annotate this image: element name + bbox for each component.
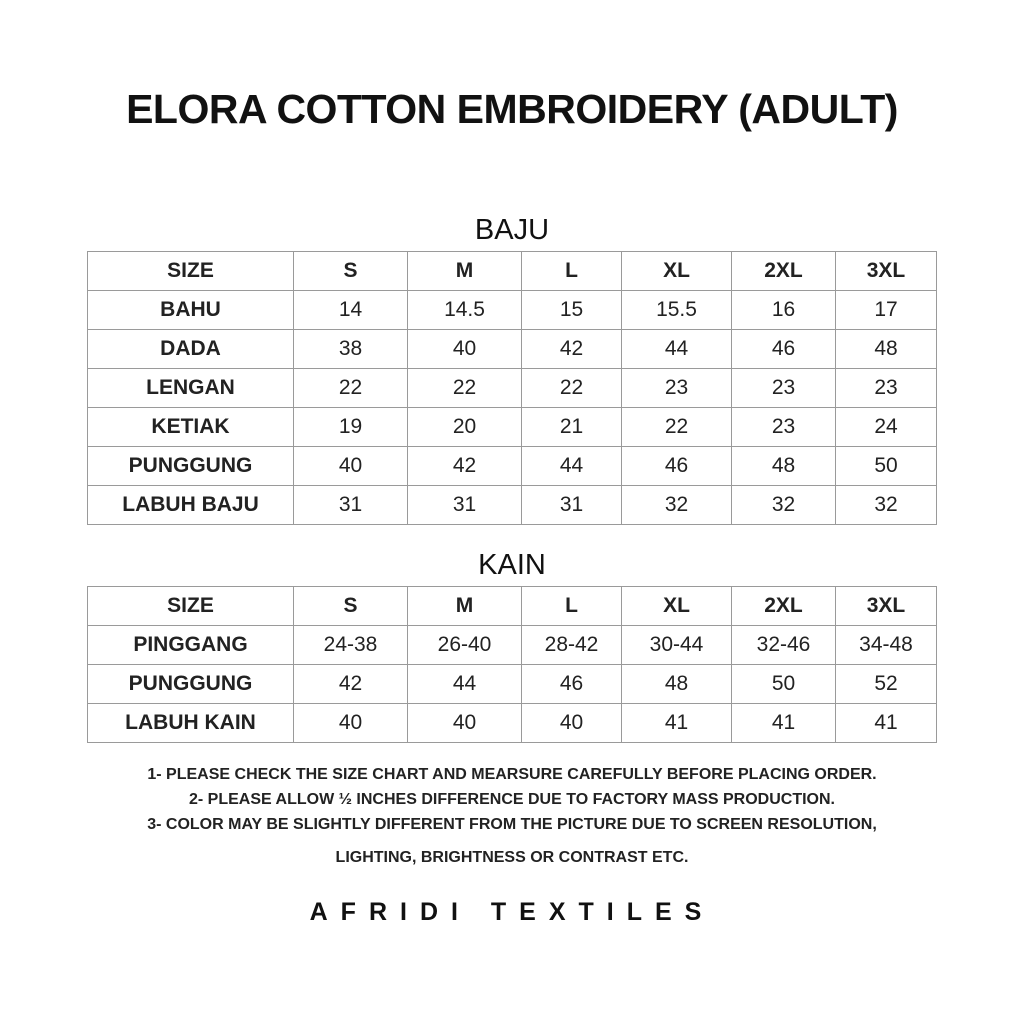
column-header: 2XL — [732, 252, 836, 291]
table-cell: 40 — [294, 447, 408, 486]
table-cell: 38 — [294, 330, 408, 369]
table-cell: 52 — [836, 665, 937, 704]
table-cell: 48 — [732, 447, 836, 486]
table-cell: 19 — [294, 408, 408, 447]
row-label: PUNGGUNG — [88, 665, 294, 704]
column-header: M — [408, 587, 522, 626]
table-row — [88, 704, 937, 743]
table-cell: 23 — [732, 369, 836, 408]
table-cell: 32 — [732, 486, 836, 525]
table-header-row — [88, 587, 937, 626]
table-cell: 15 — [522, 291, 622, 330]
table-cell: 28-42 — [522, 626, 622, 665]
table-cell: 46 — [622, 447, 732, 486]
row-label: LABUH BAJU — [88, 486, 294, 525]
table-row — [88, 626, 937, 665]
row-label: LABUH KAIN — [88, 704, 294, 743]
note-line: 2- PLEASE ALLOW ½ INCHES DIFFERENCE DUE TO FACTORY MASS PRODUCTION. — [189, 791, 835, 808]
table-cell: 23 — [622, 369, 732, 408]
table-cell: 23 — [836, 369, 937, 408]
column-header: 3XL — [836, 587, 937, 626]
table-cell: 46 — [522, 665, 622, 704]
kain-heading: KAIN — [478, 549, 546, 581]
table-cell: 22 — [522, 369, 622, 408]
table-cell: 31 — [294, 486, 408, 525]
table-cell: 30-44 — [622, 626, 732, 665]
row-label: BAHU — [88, 291, 294, 330]
column-header: XL — [622, 587, 732, 626]
table-row — [88, 291, 937, 330]
table-cell: 17 — [836, 291, 937, 330]
table-cell: 31 — [408, 486, 522, 525]
page-title: ELORA COTTON EMBROIDERY (ADULT) — [126, 86, 898, 132]
note-line: 1- PLEASE CHECK THE SIZE CHART AND MEARSURE CAREFULLY BEFORE PLACING ORDER. — [147, 766, 877, 783]
table-cell: 20 — [408, 408, 522, 447]
column-header: M — [408, 252, 522, 291]
table-cell: 46 — [732, 330, 836, 369]
table-cell: 14 — [294, 291, 408, 330]
table-cell: 42 — [408, 447, 522, 486]
row-label: KETIAK — [88, 408, 294, 447]
baju-size-table — [87, 251, 937, 525]
notes-block — [0, 762, 1024, 870]
row-label: PUNGGUNG — [88, 447, 294, 486]
table-cell: 44 — [408, 665, 522, 704]
table-cell: 22 — [294, 369, 408, 408]
table-cell: 50 — [732, 665, 836, 704]
table-cell: 34-48 — [836, 626, 937, 665]
kain-size-table — [87, 586, 937, 743]
table-cell: 40 — [294, 704, 408, 743]
column-header: SIZE — [88, 252, 294, 291]
table-cell: 42 — [294, 665, 408, 704]
table-cell: 23 — [732, 408, 836, 447]
column-header: 2XL — [732, 587, 836, 626]
table-cell: 26-40 — [408, 626, 522, 665]
table-row — [88, 369, 937, 408]
table-cell: 44 — [522, 447, 622, 486]
table-cell: 40 — [408, 330, 522, 369]
table-cell: 32 — [622, 486, 732, 525]
table-cell: 48 — [836, 330, 937, 369]
table-cell: 32-46 — [732, 626, 836, 665]
table-row — [88, 330, 937, 369]
table-cell: 16 — [732, 291, 836, 330]
column-header: S — [294, 252, 408, 291]
column-header: L — [522, 587, 622, 626]
table-cell: 15.5 — [622, 291, 732, 330]
table-cell: 24-38 — [294, 626, 408, 665]
table-cell: 40 — [408, 704, 522, 743]
row-label: LENGAN — [88, 369, 294, 408]
column-header: L — [522, 252, 622, 291]
table-cell: 32 — [836, 486, 937, 525]
row-label: PINGGANG — [88, 626, 294, 665]
table-cell: 42 — [522, 330, 622, 369]
table-cell: 22 — [408, 369, 522, 408]
table-cell: 50 — [836, 447, 937, 486]
table-cell: 48 — [622, 665, 732, 704]
table-cell: 31 — [522, 486, 622, 525]
baju-heading: BAJU — [474, 214, 550, 246]
table-cell: 22 — [622, 408, 732, 447]
brand-name: AFRIDI TEXTILES — [309, 898, 715, 926]
table-cell: 41 — [836, 704, 937, 743]
table-row — [88, 408, 937, 447]
table-row — [88, 486, 937, 525]
table-cell: 44 — [622, 330, 732, 369]
table-cell: 40 — [522, 704, 622, 743]
table-cell: 24 — [836, 408, 937, 447]
column-header: 3XL — [836, 252, 937, 291]
note-line: 3- COLOR MAY BE SLIGHTLY DIFFERENT FROM THE PICTURE DUE TO SCREEN RESOLUTION, — [147, 816, 877, 833]
table-row — [88, 665, 937, 704]
column-header: S — [294, 587, 408, 626]
row-label: DADA — [88, 330, 294, 369]
table-cell: 41 — [622, 704, 732, 743]
note-line: LIGHTING, BRIGHTNESS OR CONTRAST ETC. — [335, 849, 689, 866]
table-cell: 21 — [522, 408, 622, 447]
table-header-row — [88, 252, 937, 291]
table-cell: 14.5 — [408, 291, 522, 330]
table-cell: 41 — [732, 704, 836, 743]
column-header: SIZE — [88, 587, 294, 626]
table-row — [88, 447, 937, 486]
column-header: XL — [622, 252, 732, 291]
